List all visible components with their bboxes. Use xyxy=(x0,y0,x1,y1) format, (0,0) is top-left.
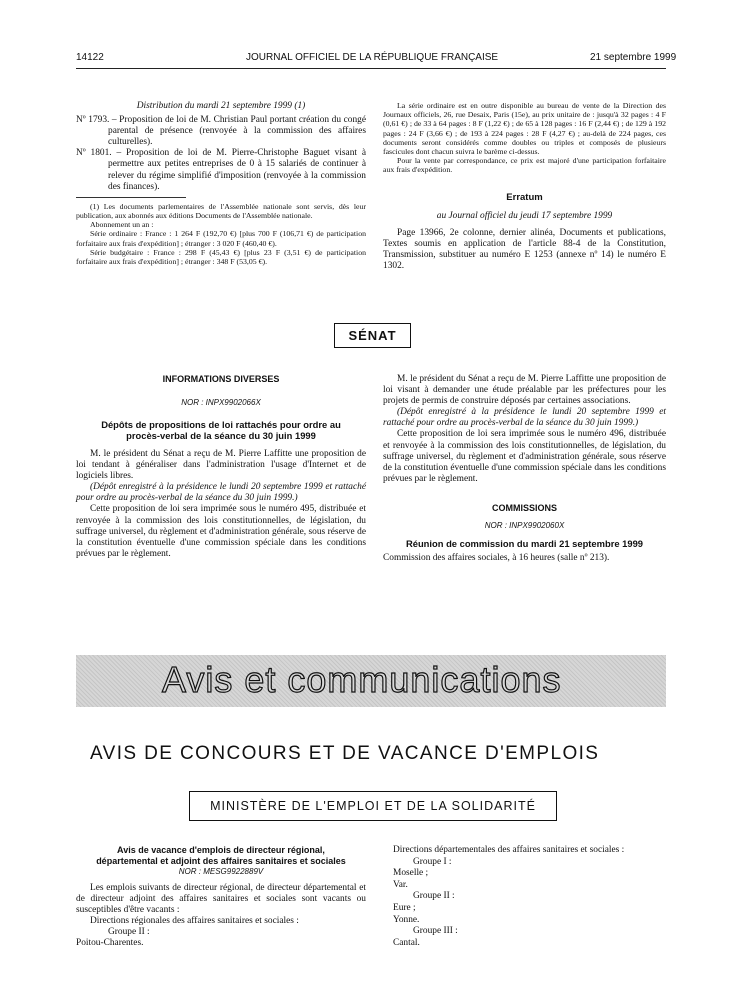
avis-banner-title: Avis et communications xyxy=(162,659,562,700)
senat-label: SÉNAT xyxy=(334,323,411,348)
departement-item: Cantal. xyxy=(393,937,420,948)
concours-title: AVIS DE CONCOURS ET DE VACANCE D'EMPLOIS xyxy=(90,743,600,764)
directions-departementales: Directions départementales des affaires sanitaires et sociales : xyxy=(393,845,625,855)
departement-item: Yonne. xyxy=(393,914,420,925)
depot-printing: Cette proposition de loi sera imprimée sous le numéro 495, distribuée et renvoyée à la commission des lois constitutionnelles, de législation, du suffrage universel, du règlement et d'administration générale, sous réserve de la constitution éventuelle d'une commission spéciale dans les conditions prévues par le règlement. xyxy=(76,504,366,559)
footnote: (1) Les documents parlementaires de l'Assemblée nationale sont servis, dès leur publication, aux abonnés aux éditions Documents de l'Assemblée nationale. xyxy=(76,201,366,220)
departement-item: Var. xyxy=(393,879,408,890)
reunion-title: Réunion de commission du mardi 21 septembre 1999 xyxy=(405,537,644,549)
nor-vacance: NOR : MESG9922889V xyxy=(178,867,264,876)
groupe-label: Groupe III : xyxy=(413,926,458,937)
nor-commissions: NOR : INPX9902060X xyxy=(484,520,565,530)
header-rule xyxy=(76,68,666,69)
distribution-item: Nº 1801. – Proposition de loi de M. Pierre-Christophe Baguet visant à permettre aux petites entreprises de 0 à 15 salariés de continuer à relever du régime simplifié d'imposition (renvoyée à la commission des finances). xyxy=(76,148,366,192)
region-item: Poitou-Charentes. xyxy=(76,938,144,949)
depots-title: Dépôts de propositions de loi rattachés pour ordre au procès-verbal de la séance du 30 juin 1999 xyxy=(101,419,341,441)
vente-section xyxy=(383,101,666,272)
distribution-section xyxy=(76,101,366,266)
abonnement-budgetaire: Série budgétaire : France : 298 F (45,43 €) [plus 23 F (3,51 €) de participation forfaitaire aux frais d'expédition] ; étranger : 348 F (53,05 €). xyxy=(76,247,366,266)
infos-diverses-title: INFORMATIONS DIVERSES xyxy=(162,374,280,384)
nor-infos: NOR : INPX9902066X xyxy=(181,398,261,407)
directions-regionales: Directions régionales des affaires sanitaires et sociales : xyxy=(90,916,299,927)
groupe-label: Groupe II : xyxy=(413,891,455,902)
header-date: 21 septembre 1999 xyxy=(590,52,677,63)
depot-text: M. le président du Sénat a reçu de M. Pierre Laffitte une proposition de loi tendant à généraliser dans l'administration l'usage d'Internet et de logiciels libres. xyxy=(76,449,366,482)
commissions-title: COMMISSIONS xyxy=(491,502,557,513)
erratum-title: Erratum xyxy=(506,191,543,203)
avis-right-column xyxy=(393,845,666,949)
footnote-rule xyxy=(76,197,186,198)
abonnement-title: Abonnement un an : xyxy=(90,220,154,230)
distribution-title: Distribution du mardi 21 septembre 1999 (1) xyxy=(136,101,306,111)
serie-ordinaire-text: La série ordinaire est en outre disponible au bureau de vente de la Direction des Journaux officiels, 26, rue Desaix, Paris (15e), au prix unitaire de : jusqu'à 32 pages : 4 F (0,61 €) ; de 33 à 64 pages : 8 F (1,22 €) ; de 65 à 128 pages : 16 F (2,44 €) ; de 129 à 192 pages : 24 F (3,66 €) ; de 193 à 224 pages : 28 F (4,27 €) ; au-delà de 224 pages, ces documents seront considérés comme doubles ou triples et composés de plusieurs fascicules dont chacun suivra le barème ci-dessus. xyxy=(383,101,666,157)
groupe-label: Groupe II : xyxy=(108,927,150,938)
depot-printing: Cette proposition de loi sera imprimée sous le numéro 496, distribuée et renvoyée à la commission des lois constitutionnelles, de législation, du suffrage universel, du règlement et d'administration générale, sous réserve de la constitution éventuelle d'une commission spéciale dans les conditions prévues par le règlement. xyxy=(383,429,666,484)
senat-right-column xyxy=(383,374,666,564)
avis-banner xyxy=(76,655,666,707)
avis-left-column xyxy=(76,845,366,950)
depot-registration: (Dépôt enregistré à la présidence le lundi 20 septembre 1999 et rattaché pour ordre au procès-verbal de la séance du 30 juin 1999.) xyxy=(383,407,666,429)
page-number: 14122 xyxy=(76,52,104,63)
erratum-subtitle: au Journal officiel du jeudi 17 septembre 1999 xyxy=(436,210,613,221)
vacance-text: Les emplois suivants de directeur régional, de directeur départemental et de directeur adjoint des affaires sanitaires et sociales sont vacants ou susceptibles d'être vacants : xyxy=(76,883,366,916)
senat-left-column xyxy=(76,374,366,560)
depot-registration: (Dépôt enregistré à la présidence le lundi 20 septembre 1999 et rattaché pour ordre au procès-verbal de la séance du 30 juin 1999.) xyxy=(76,482,366,504)
journal-title: JOURNAL OFFICIEL DE LA RÉPUBLIQUE FRANÇAISE xyxy=(246,52,499,63)
departement-item: Eure ; xyxy=(393,902,416,913)
ministere-title: MINISTÈRE DE L'EMPLOI ET DE LA SOLIDARITÉ xyxy=(189,791,557,821)
distribution-item: Nº 1793. – Proposition de loi de M. Christian Paul portant création du congé parental de présence (renvoyée à la commission des affaires culturelles). xyxy=(76,115,366,148)
reunion-text: Commission des affaires sociales, à 16 heures (salle nº 213). xyxy=(383,552,610,563)
erratum-text: Page 13966, 2e colonne, dernier alinéa, Documents et publications, Textes soumis en application de l'article 88-4 de la Constitution, Transmission, substituer au numéro E 1253 (annexe nº 14) le numéro E 1302. xyxy=(383,227,666,271)
groupe-label: Groupe I : xyxy=(413,856,452,867)
vacance-title: Avis de vacance d'emplois de directeur régional, départemental et adjoint des affaires sanitaires et sociales xyxy=(96,845,346,866)
abonnement-ordinaire: Série ordinaire : France : 1 264 F (192,70 €) [plus 700 F (106,71 €) de participation forfaitaire aux frais d'expédition] ; étranger : 3 020 F (460,40 €). xyxy=(76,229,366,248)
vente-correspondance-text: Pour la vente par correspondance, ce prix est majoré d'une participation forfaitaire aux frais d'expédition. xyxy=(383,156,666,175)
departement-item: Moselle ; xyxy=(393,868,429,879)
depot-text: M. le président du Sénat a reçu de M. Pierre Laffitte une proposition de loi visant à demander une étude préalable par les préfectures pour les projets de permis de construire déposés par certaines associations. xyxy=(383,374,666,407)
